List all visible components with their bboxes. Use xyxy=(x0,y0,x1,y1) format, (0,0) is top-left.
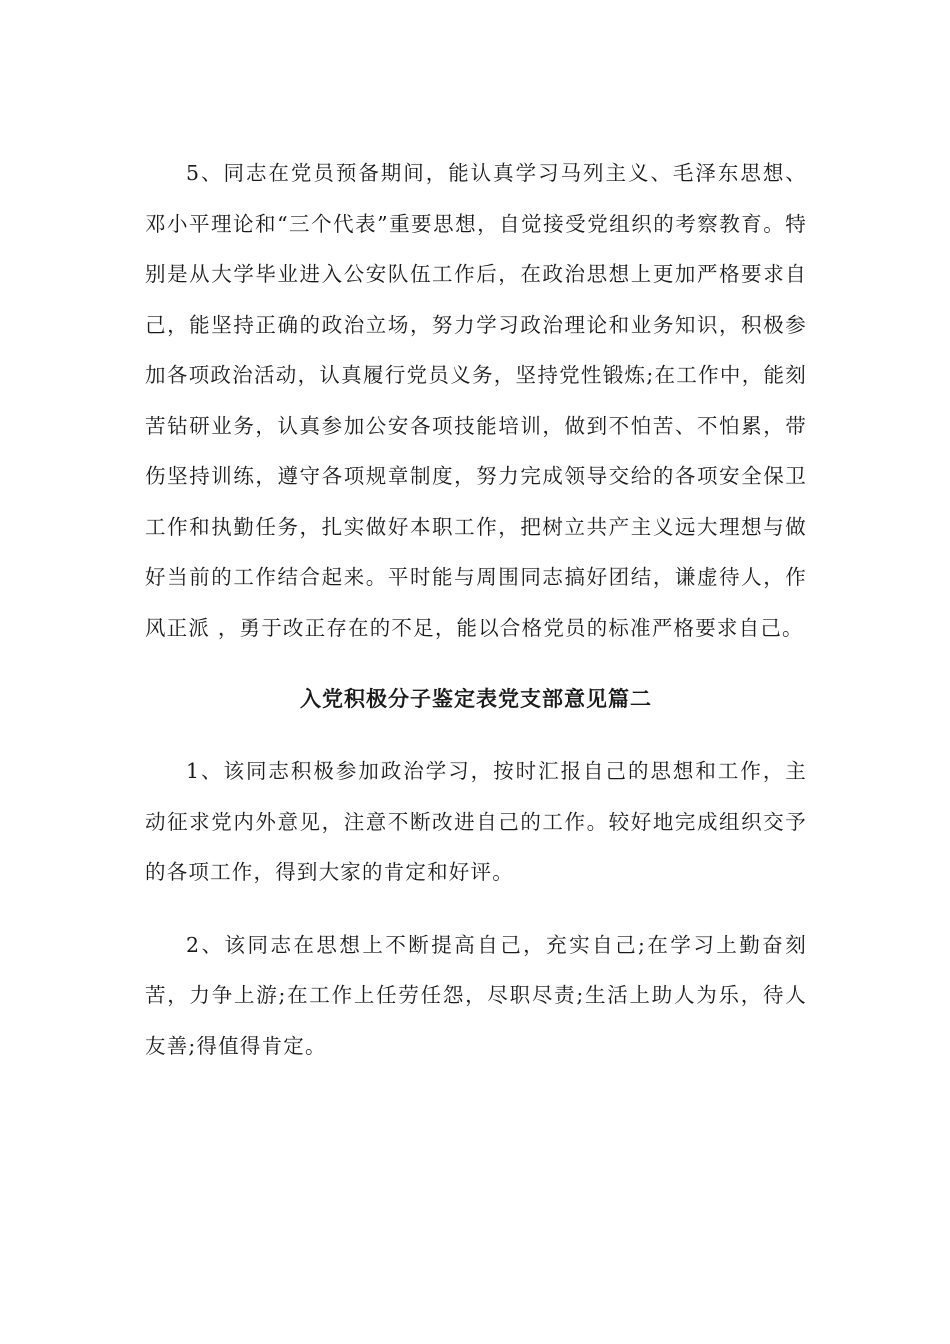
section-heading: 入党积极分子鉴定表党支部意见篇二 xyxy=(300,687,652,711)
paragraph-item-2: 2、该同志在思想上不断提高自己，充实自己;在学习上勤奋刻苦，力争上游;在工作上任劳任怨，尽职尽责;生活上助人为乐，待人友善;得值得肯定。 xyxy=(145,932,807,1058)
paragraph-item-5: 5、同志在党员预备期间，能认真学习马列主义、毛泽东思想、邓小平理论和“三个代表”重要思想，自觉接受党组织的考察教育。特别是从大学毕业进入公安队伍工作后，在政治思想上更加严格要求自己，能坚持正确的政治立场，努力学习政治理论和业务知识，积极参加各项政治活动，认真履行党员义务，坚持党性锻炼;在工作中，能刻苦钻研业务，认真参加公安各项技能培训，做到不怕苦、不怕累，带伤坚持训练，遵守各项规章制度，努力完成领导交给的各项安全保卫工作和执勤任务，扎实做好本职工作，把树立共产主义远大理想与做好当前的工作结合起来。平时能与周围同志搞好团结，谦虚待人，作风正派 ，勇于改正存在的不足，能以合格党员的标准严格要求自己。 xyxy=(145,161,807,640)
document-body xyxy=(145,148,807,1071)
paragraph-item-1: 1、该同志积极参加政治学习，按时汇报自己的思想和工作，主动征求党内外意见，注意不断改进自己的工作。较好地完成组织交予的各项工作，得到大家的肯定和好评。 xyxy=(145,759,807,884)
paragraph-spacer xyxy=(145,898,807,920)
